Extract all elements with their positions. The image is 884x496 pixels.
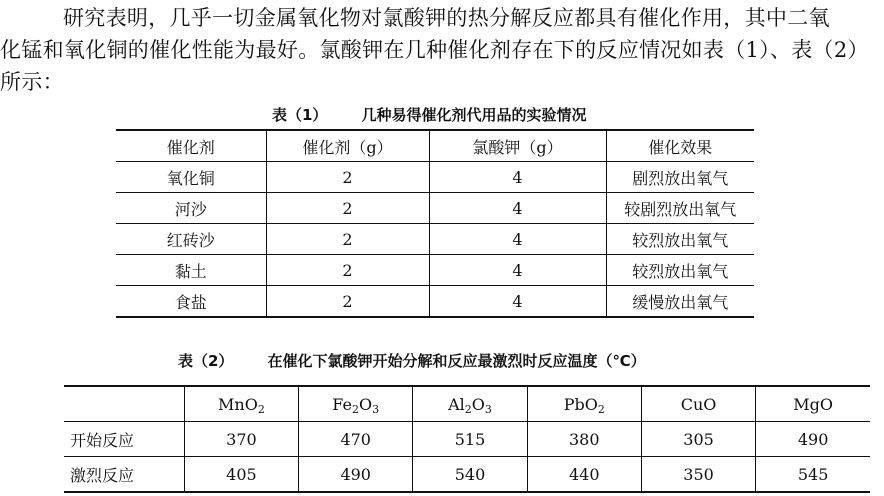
table1-cell-catalyst: 红砖沙 <box>116 224 266 255</box>
intro-line-2: 化锰和氧化铜的催化性能为最好。氯酸钾在几种催化剂存在下的反应情况如表（1）、表（2） <box>0 38 869 62</box>
table1-header-kclo3-mass: 氯酸钾（g） <box>429 130 606 162</box>
table2-cell-temperature: 305 <box>641 422 755 457</box>
table1-cell-kclo3-mass: 4 <box>429 255 606 286</box>
table2-header-oxide: MgO <box>756 386 870 422</box>
intro-line-3: 所示： <box>0 70 64 94</box>
table1-cell-catalyst: 河沙 <box>116 193 266 224</box>
table1-header-effect: 催化效果 <box>606 130 754 162</box>
table2-caption-number: 表（2） <box>178 352 234 370</box>
table1-cell-catalyst-mass: 2 <box>266 224 429 255</box>
table2-cell-temperature: 490 <box>299 457 413 493</box>
table-row <box>64 422 870 457</box>
table1-cell-kclo3-mass: 4 <box>429 224 606 255</box>
table2-cell-temperature: 515 <box>413 422 527 457</box>
table1-cell-catalyst-mass: 2 <box>266 255 429 286</box>
table2-row-label: 开始反应 <box>64 422 184 457</box>
table2-row-label: 激烈反应 <box>64 457 184 493</box>
table1-cell-catalyst-mass: 2 <box>266 286 429 318</box>
table1-cell-kclo3-mass: 4 <box>429 286 606 318</box>
table1-caption-number: 表（1） <box>272 106 328 124</box>
table1-cell-catalyst-mass: 2 <box>266 193 429 224</box>
table1-cell-kclo3-mass: 4 <box>429 162 606 193</box>
table-row <box>64 457 870 493</box>
table2-header-oxide: MnO$_2$ <box>184 386 298 422</box>
table2-header-corner <box>64 386 184 422</box>
table2-cell-temperature: 380 <box>527 422 641 457</box>
table2-cell-temperature: 370 <box>184 422 298 457</box>
table2-cell-temperature: 470 <box>299 422 413 457</box>
table2-header-oxide: PbO$_2$ <box>527 386 641 422</box>
table1-cell-kclo3-mass: 4 <box>429 193 606 224</box>
table1-header-row <box>116 130 754 162</box>
table2-header-oxide: $Fe_2O_3$ <box>299 386 413 422</box>
table2-cell-temperature: 545 <box>756 457 870 493</box>
table1-cell-effect: 剧烈放出氧气 <box>606 162 754 193</box>
table-row <box>116 162 754 193</box>
table1-caption-title: 几种易得催化剂代用品的实验情况 <box>361 106 587 124</box>
table-row <box>116 255 754 286</box>
table2-cell-temperature: 405 <box>184 457 298 493</box>
intro-line-1: 研究表明，几乎一切金属氧化物对氯酸钾的热分解反应都具有催化作用，其中二氧 <box>63 6 830 30</box>
table1-cell-catalyst: 食盐 <box>116 286 266 318</box>
table1-cell-catalyst: 氧化铜 <box>116 162 266 193</box>
table2-header-row <box>64 386 870 422</box>
table1-cell-effect: 缓慢放出氧气 <box>606 286 754 318</box>
table1-header-catalyst-mass: 催化剂（g） <box>266 130 429 162</box>
table2-caption <box>178 350 646 371</box>
table1-header-catalyst: 催化剂 <box>116 130 266 162</box>
catalyst-substitute-table <box>116 129 754 318</box>
table2-cell-temperature: 350 <box>641 457 755 493</box>
table1-cell-catalyst-mass: 2 <box>266 162 429 193</box>
table-row <box>116 286 754 318</box>
decomposition-temperature-table <box>64 385 870 493</box>
intro-paragraph <box>0 2 884 98</box>
table2-header-oxide: CuO <box>641 386 755 422</box>
table2-cell-temperature: 440 <box>527 457 641 493</box>
table-row <box>116 224 754 255</box>
table1-cell-effect: 较烈放出氧气 <box>606 255 754 286</box>
table2-header-oxide: $Al_2O_3$ <box>413 386 527 422</box>
table1-cell-catalyst: 黏土 <box>116 255 266 286</box>
table1-cell-effect: 较剧烈放出氧气 <box>606 193 754 224</box>
table1-cell-effect: 较烈放出氧气 <box>606 224 754 255</box>
table-row <box>116 193 754 224</box>
table2-caption-title: 在催化下氯酸钾开始分解和反应最激烈时反应温度（℃） <box>267 352 646 370</box>
table2-cell-temperature: 540 <box>413 457 527 493</box>
table2-cell-temperature: 490 <box>756 422 870 457</box>
table1-caption <box>272 104 586 125</box>
